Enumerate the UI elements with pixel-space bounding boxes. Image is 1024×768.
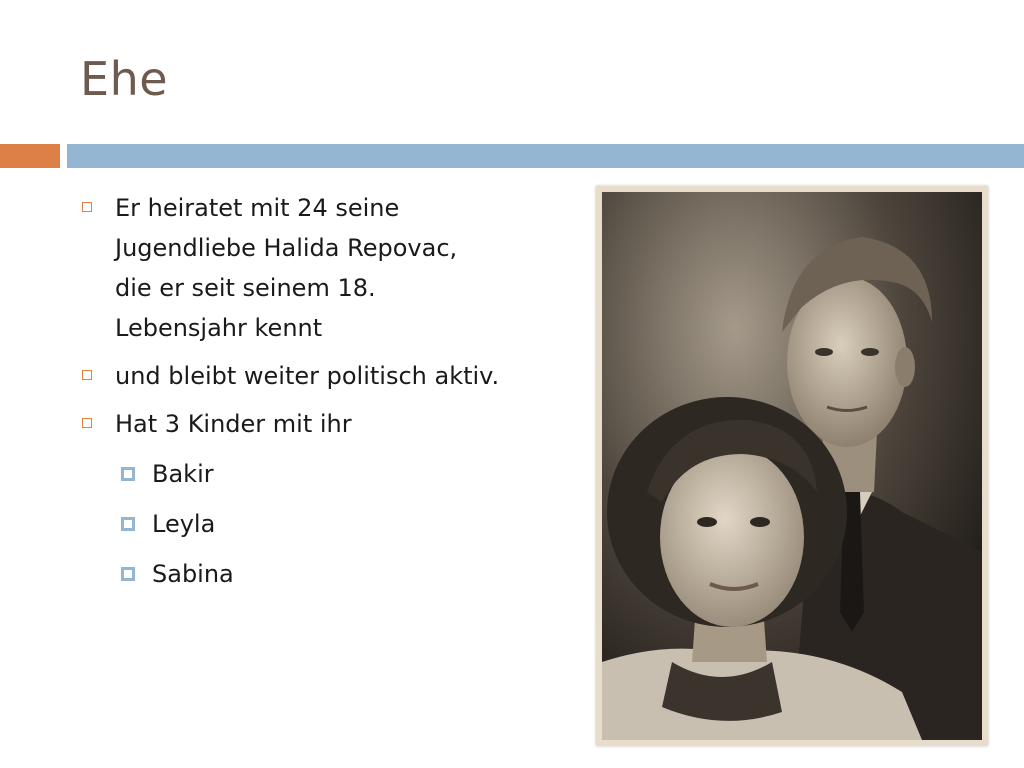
bullet-list — [80, 188, 500, 604]
couple-photo — [596, 186, 988, 746]
child-name: Sabina — [152, 560, 234, 588]
filled-square-bullet-icon — [121, 567, 135, 581]
couple-portrait-image — [602, 192, 982, 740]
accent-bar-orange — [0, 144, 60, 168]
bullet-text: Hat 3 Kinder mit ihr — [115, 410, 352, 438]
square-bullet-icon — [82, 370, 92, 380]
sub-bullet-item — [80, 504, 500, 544]
bullet-text: Er heiratet mit 24 seine Jugendliebe Halida Repovac, die er seit seinem 18. Lebensjahr kennt — [115, 194, 458, 342]
filled-square-bullet-icon — [121, 517, 135, 531]
bullet-item — [80, 356, 500, 396]
bullet-text: und bleibt weiter politisch aktiv. — [115, 362, 500, 390]
child-name: Leyla — [152, 510, 216, 538]
slide-title: Ehe — [80, 52, 169, 106]
accent-bar-blue — [67, 144, 1024, 168]
square-bullet-icon — [82, 418, 92, 428]
filled-square-bullet-icon — [121, 467, 135, 481]
sub-bullet-item — [80, 454, 500, 494]
bullet-item — [80, 188, 500, 348]
bullet-item — [80, 404, 500, 444]
sub-bullet-item — [80, 554, 500, 594]
child-name: Bakir — [152, 460, 214, 488]
square-bullet-icon — [82, 202, 92, 212]
